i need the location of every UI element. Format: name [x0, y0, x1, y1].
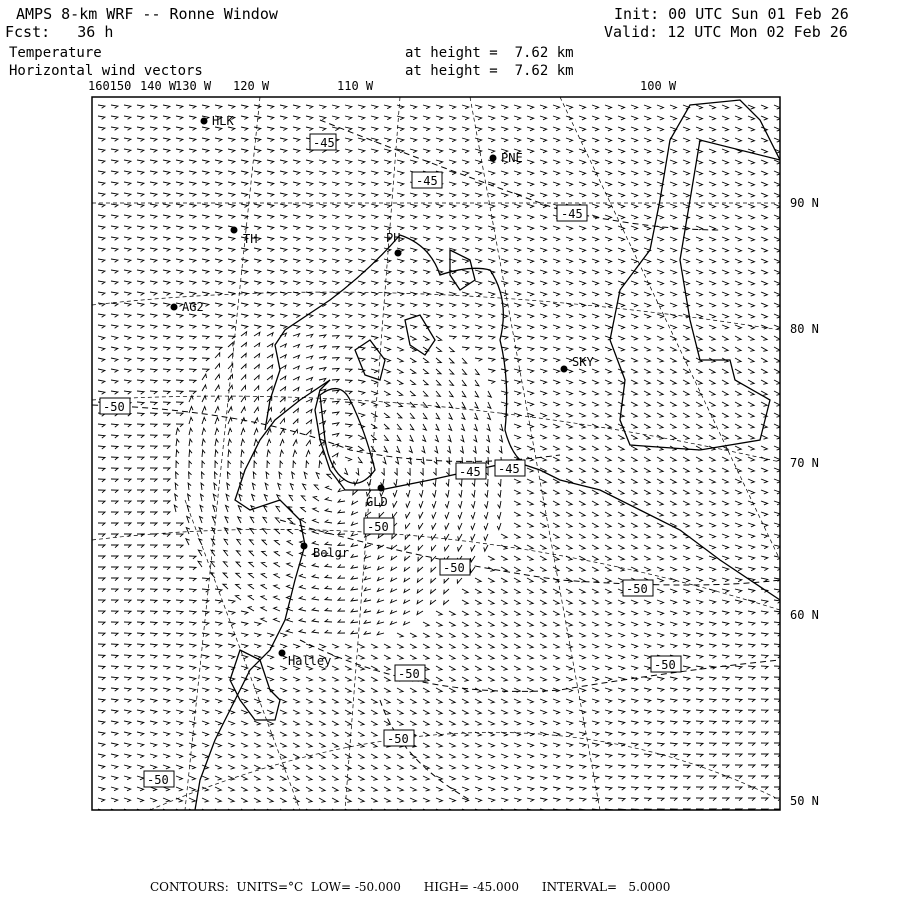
contour-label [384, 730, 414, 746]
contour-label [651, 656, 681, 672]
svg-text:-50: -50 [398, 667, 420, 681]
lon-label: 130 W [175, 79, 212, 93]
svg-text:-45: -45 [561, 207, 583, 221]
lat-label: 50 N [790, 794, 819, 808]
lat-label: 70 N [790, 456, 819, 470]
svg-text:HLK: HLK [212, 114, 234, 128]
contour-label [440, 559, 470, 575]
svg-text:-50: -50 [367, 520, 389, 534]
svg-text:PH: PH [386, 231, 401, 245]
map-frame [92, 97, 780, 810]
svg-text:AG2: AG2 [182, 300, 204, 314]
svg-text:PNE: PNE [501, 151, 523, 165]
wind-vector-field [98, 105, 781, 813]
lon-label: 140 W [140, 79, 177, 93]
lat-label: 90 N [790, 196, 819, 210]
svg-text:-45: -45 [459, 465, 481, 479]
svg-text:TH: TH [243, 232, 258, 246]
svg-text:-45: -45 [313, 136, 335, 150]
station-marker [201, 114, 235, 128]
svg-text:Belgr: Belgr [313, 546, 350, 560]
lat-label: 80 N [790, 322, 819, 336]
station-marker [301, 543, 350, 561]
map-title: AMPS 8-km WRF -- Ronne Window [16, 5, 278, 23]
valid-time: Valid: 12 UTC Mon 02 Feb 26 [604, 23, 848, 41]
contour-label [395, 665, 425, 681]
field2-level: at height = 7.62 km [405, 63, 574, 79]
contour-label [100, 398, 130, 414]
svg-text:GLD: GLD [366, 495, 388, 509]
contour-label [310, 134, 336, 150]
svg-text:Halley: Halley [288, 654, 332, 668]
station-marker [490, 151, 523, 165]
lon-label: 110 W [337, 79, 374, 93]
wind-barbs [98, 105, 781, 813]
forecast-hour: Fcst: 36 h [5, 23, 114, 41]
contour-label [412, 172, 442, 188]
station-marker [366, 485, 388, 510]
lon-label: 100 W [640, 79, 677, 93]
field1-level: at height = 7.62 km [405, 45, 574, 61]
station-marker [561, 355, 595, 373]
svg-text:-50: -50 [387, 732, 409, 746]
contour-label [495, 460, 525, 476]
contour-label [623, 580, 653, 596]
lat-label: 60 N [790, 608, 819, 622]
lon-label: 160150 [88, 79, 132, 93]
station-marker [279, 650, 332, 669]
svg-text:SKY: SKY [572, 355, 594, 369]
station-marker [171, 300, 204, 314]
svg-text:-50: -50 [654, 658, 676, 672]
init-time: Init: 00 UTC Sun 01 Feb 26 [614, 5, 849, 23]
svg-text:-50: -50 [147, 773, 169, 787]
graticule [92, 97, 780, 810]
contour-info: CONTOURS: UNITS=°C LOW= -50.000 HIGH= -45.000 INTERVAL= 5.0000 [150, 880, 671, 894]
contour-label [144, 771, 174, 787]
station-marker [231, 227, 258, 247]
contour-label [456, 463, 486, 479]
svg-text:-50: -50 [103, 400, 125, 414]
svg-text:-50: -50 [443, 561, 465, 575]
svg-text:-50: -50 [626, 582, 648, 596]
svg-text:-45: -45 [498, 462, 520, 476]
lon-label: 120 W [233, 79, 270, 93]
field2-name: Horizontal wind vectors [9, 63, 203, 79]
contour-label [557, 205, 587, 221]
contour-label [364, 518, 394, 534]
svg-text:-45: -45 [416, 174, 438, 188]
field1-name: Temperature [9, 45, 102, 61]
